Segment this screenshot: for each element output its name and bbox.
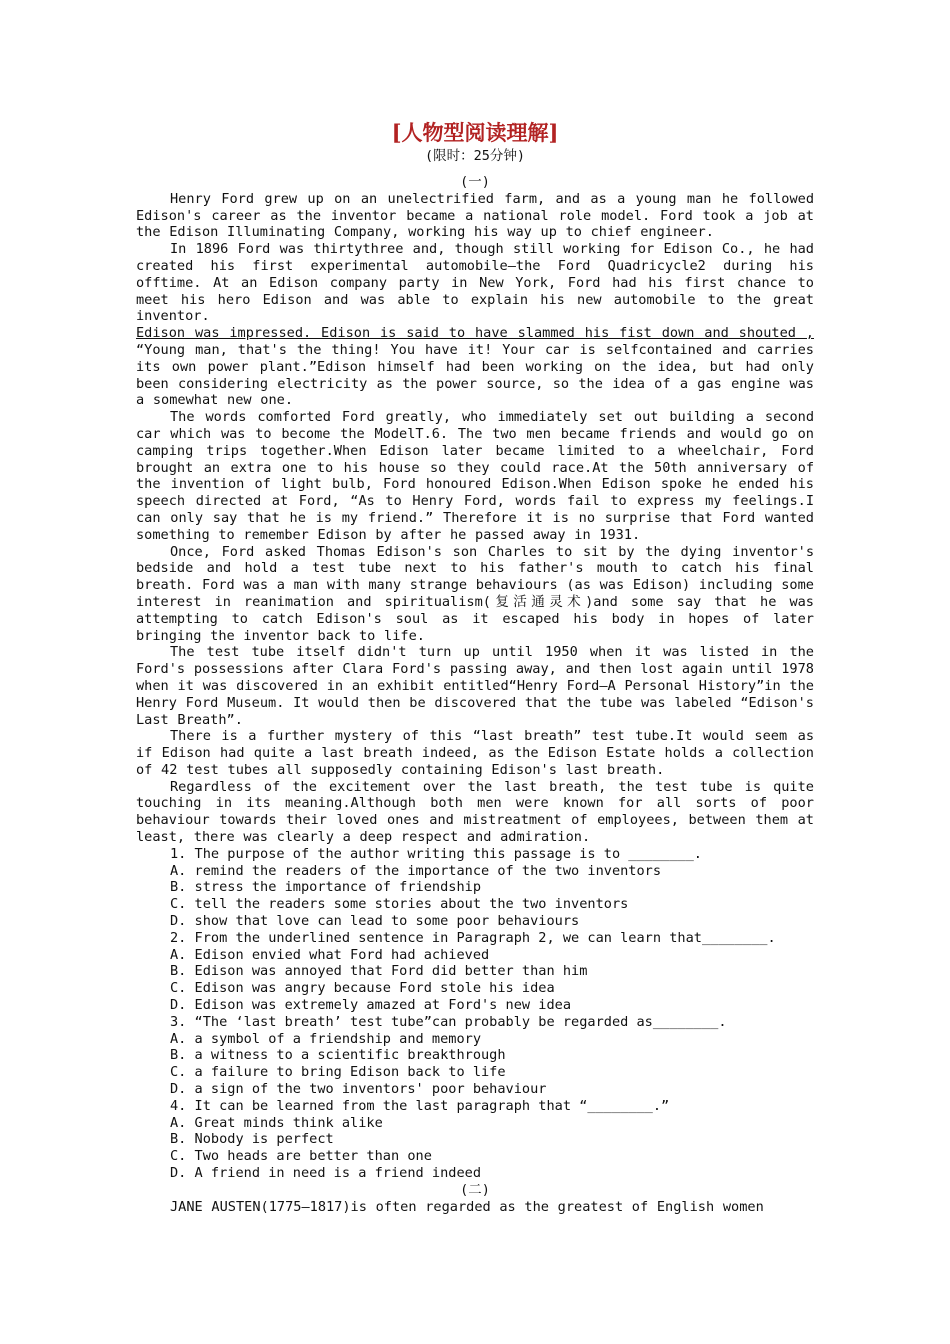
question-2-stem: 2. From the underlined sentence in Paragraph 2, we can learn that________.: [170, 929, 776, 946]
question-1-option-a: A. remind the readers of the importance of the two inventors: [170, 862, 662, 879]
question-1-option-b: B. stress the importance of friendship: [170, 879, 481, 896]
question-1-option-d: D. show that love can lead to some poor behaviours: [170, 913, 580, 930]
question-2-option-b: B. Edison was annoyed that Ford did better than him: [170, 963, 588, 980]
question-1-stem: 1. The purpose of the author writing this passage is to ________.: [170, 845, 702, 862]
section-mark-2: (二): [460, 1181, 490, 1198]
paragraph-7: There is a further mystery of this “last breath” test tube.It would seem as if Edison had quite a last breath indeed, as the Edison Estate holds a collection of 42 test tubes all supposedly containing Edison's last breath.: [136, 728, 814, 778]
question-2-option-d: D. Edison was extremely amazed at Ford's new idea: [170, 997, 572, 1014]
question-2-option-a: A. Edison envied what Ford had achieved: [170, 946, 490, 963]
question-4-option-a: A. Great minds think alike: [170, 1114, 383, 1131]
question-1: [136, 846, 814, 930]
page-title: [人物型阅读理解]: [391, 120, 559, 145]
time-limit: (限时：25分钟): [424, 148, 525, 164]
document-page: [136, 118, 814, 1215]
question-4-stem: 4. It can be learned from the last paragraph that “________.”: [170, 1097, 670, 1114]
question-4-option-d: D. A friend in need is a friend indeed: [170, 1165, 481, 1182]
question-2: [136, 930, 814, 1014]
question-3-stem: 3. “The ‘last breath’ test tube”can probably be regarded as________.: [170, 1013, 727, 1030]
underlined-sentence: Edison was impressed. Edison is said to have slammed his fist down and shouted ,: [136, 325, 814, 342]
paragraph-3-rest: “Young man, that's the thing! You have it! Your car is selfcontained and carries its own power plant.”Edison himself had been working on the idea, but had only been considering electricity as the power source, so the idea of a gas engine was a somewhat new one.: [136, 341, 814, 409]
section-mark-1: (一): [460, 174, 490, 190]
paragraph-5: Once, Ford asked Thomas Edison's son Charles to sit by the dying inventor's bedside and hold a test tube next to his father's mouth to catch his final breath. Ford was a man with many strange behaviours (as was Edison) including some interest in reanimation and spiritualism(复活通灵术)and some say that he was attempting to catch Edison's soul as it escaped his body in hopes of later bringing the inventor back to life.: [136, 543, 814, 644]
section-2-paragraph-1: JANE AUSTEN(1775—1817)is often regarded as the greatest of English women: [170, 1198, 764, 1215]
paragraph-8: Regardless of the excitement over the last breath, the test tube is quite touching in its meaning.Although both men were known for all sorts of poor behaviour towards their loved ones and mistreatment of employees, between them at least, there was clearly a deep respect and admiration.: [136, 778, 814, 846]
question-1-option-c: C. tell the readers some stories about the two inventors: [170, 896, 629, 913]
question-3-option-c: C. a failure to bring Edison back to life: [170, 1064, 506, 1081]
question-3: [136, 1014, 814, 1098]
paragraph-1: Henry Ford grew up on an unelectrified farm, and as a young man he followed Edison's career as the inventor became a national role model. Ford took a job at the Edison Illuminating Company, working his way up to chief engineer.: [136, 190, 814, 241]
paragraph-2: In 1896 Ford was thirtythree and, though still working for Edison Co., he had created his first experimental automobile—the Ford Quadricycle2 during his offtime. At an Edison company party in New York, Ford had his first chance to meet his hero Edison and was able to explain his new automobile to the great inventor.: [136, 241, 814, 325]
question-2-option-c: C. Edison was angry because Ford stole his idea: [170, 980, 555, 997]
question-3-option-a: A. a symbol of a friendship and memory: [170, 1030, 481, 1047]
question-4: [136, 1098, 814, 1182]
question-3-option-d: D. a sign of the two inventors' poor behaviour: [170, 1081, 547, 1098]
paragraph-4: The words comforted Ford greatly, who immediately set out building a second car which was to become the ModelT.6. The two men became friends and would go on camping trips together.When Edison later became limited to a wheelchair, Ford brought an extra one to his house so they could race.At the 50th anniversary of the invention of light bulb, Ford honoured Edison.When Edison spoke he ended his speech directed at Ford, “As to Henry Ford, words fail to express my feelings.I can only say that he is my friend.” Therefore it is no surprise that Ford wanted something to remember Edison by after he passed away in 1931.: [136, 409, 814, 543]
question-3-option-b: B. a witness to a scientific breakthrough: [170, 1047, 506, 1064]
paragraph-3: [136, 325, 814, 409]
question-4-option-b: B. Nobody is perfect: [170, 1131, 334, 1148]
paragraph-6: The test tube itself didn't turn up until 1950 when it was listed in the Ford's possessions after Clara Ford's passing away, and then lost again until 1978 when it was discovered in an exhibit entitled“Henry Ford—A Personal History”in the Henry Ford Museum. It would then be discovered that the tube was labeled “Edison's Last Breath”.: [136, 644, 814, 728]
question-4-option-c: C. Two heads are better than one: [170, 1148, 432, 1165]
